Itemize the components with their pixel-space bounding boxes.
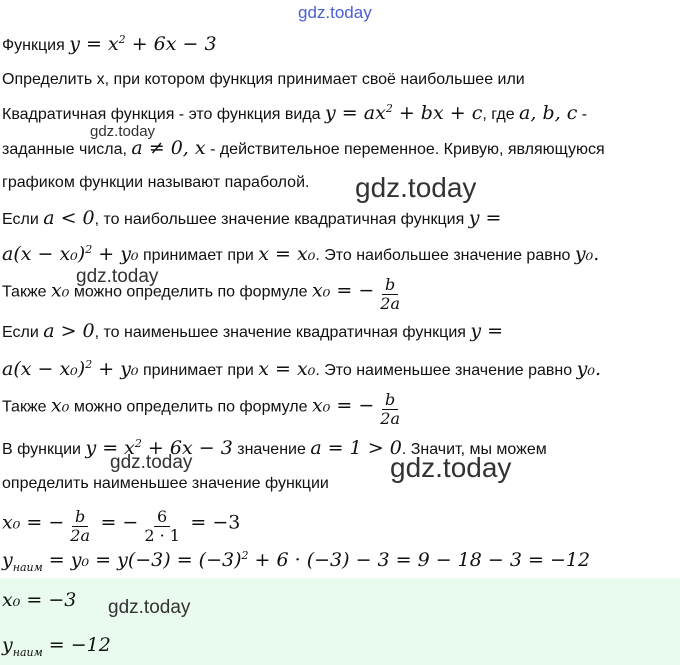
parabola-line: графиком функции называют параболой. xyxy=(2,174,310,191)
also-formula-line-2: Также x₀ можно определить по формуле x₀ = − $\frac{b}{2a}$ xyxy=(2,390,400,424)
watermark-medium-1: gdz.today xyxy=(76,266,159,287)
watermark-large-1: gdz.today xyxy=(355,172,477,203)
watermark-medium-3: gdz.today xyxy=(108,597,191,618)
neg-formula-line: $a(x - x_0)^2 + y_0$ принимает при x = x₀. Это наибольшее значение равно y₀. xyxy=(2,243,600,265)
watermark-large-2: gdz.today xyxy=(390,452,512,483)
quad-def-line: Квадратичная функция - это функция вида $y = ax^2$ + bx + c, где a, b, c - xyxy=(2,102,588,124)
answer-y: $y_{наим} = -12$ xyxy=(2,634,111,659)
watermark-medium-2: gdz.today xyxy=(110,452,193,473)
also-formula-line-1: Также x₀ можно определить по формуле x₀ = − $\frac{b}{2a}$ xyxy=(2,275,400,309)
function-line: Функция $y = x^2 + 6x - 3$ xyxy=(2,33,217,55)
if-pos-line: Если a > 0, то наименьшее значение квадратичная функция y = xyxy=(2,320,504,342)
task-line: Определить x, при котором функция принимает своё наибольшее или xyxy=(2,71,525,88)
pos-formula-line: $a(x - x_0)^2 + y_0$ принимает при x = x₀. Это наименьшее значение равно y₀. xyxy=(2,358,601,380)
watermark-small-1: gdz.today xyxy=(90,123,156,140)
in-function-line: В функции $y = x^2 + 6x - 3$ значение a = 1 > 0. Значит, мы можем xyxy=(2,437,547,459)
calc-y-line: $y_{наим} = y_0 = y(-3) = (-3)^2 + 6 \cdot (-3) - 3 = 9 - 18 - 3 = -12$ xyxy=(2,549,591,574)
determine-line: определить наименьшее значение функции xyxy=(2,475,329,492)
given-line: заданные числа, a ≠ 0, x - действительное переменное. Кривую, являющуюся xyxy=(2,137,605,159)
answer-x0: x₀ = −3 xyxy=(2,589,77,611)
if-neg-line: Если a < 0, то наибольшее значение квадратичная функция y = xyxy=(2,207,502,229)
watermark-top: gdz.today xyxy=(298,3,372,22)
calc-x0-line: x₀ = − $\frac{b}{2a}$ = − $\frac{6}{2 \cdot 1}$ = −3 xyxy=(2,507,241,541)
